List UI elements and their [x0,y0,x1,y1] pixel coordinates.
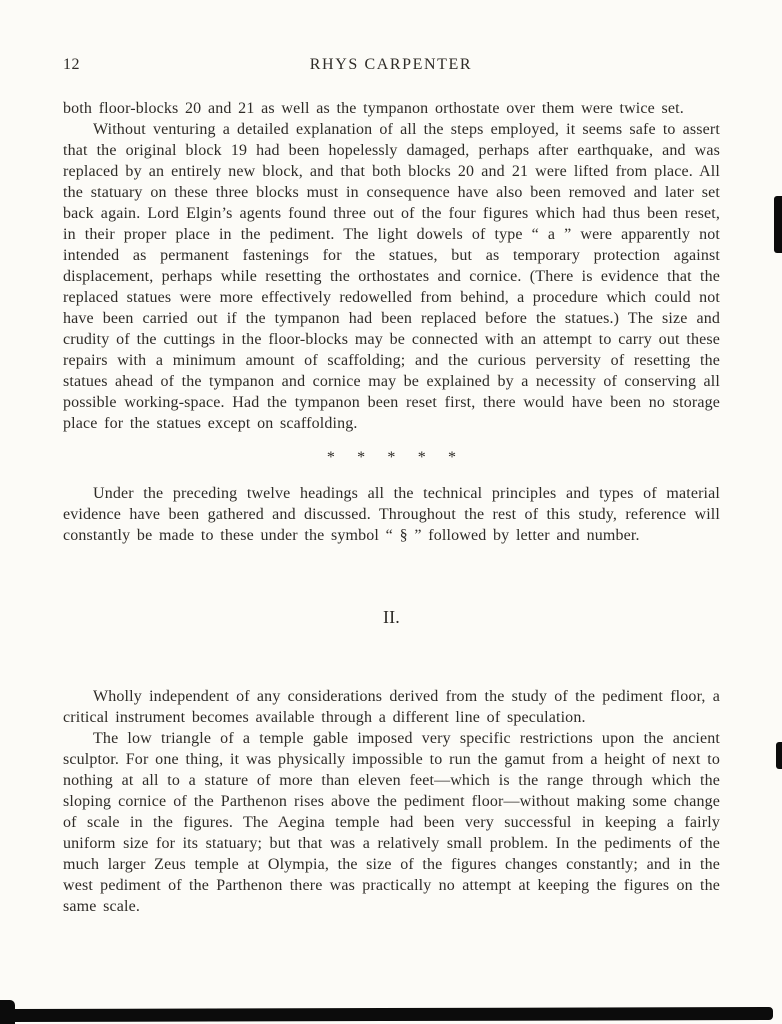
scan-artifact-right-mid [776,742,782,769]
paragraph-triangle: The low triangle of a temple gable imposed very specific restrictions upon the ancient sculptor. For one thing, it was physically impossible to run the gamut from a height of next to nothing at all to a stature of more than eleven feet—which is the range through which the sloping cornice of the Parthenon rises above the pediment floor—without making some change of scale in the figures. The Aegina temple had been very successful in keeping a fairly uniform size for its statuary; but that was a relatively small problem. In the pediments of the much larger Zeus temple at Olympia, the size of the figures changes constantly; and in the west pediment of the Parthenon there was practically no attempt at keeping the figures on the same scale. [63,730,720,915]
scan-artifact-bottom [9,1007,773,1022]
paragraph-continuation: both floor-blocks 20 and 21 as well as the tympanon orthostate over them were twice set. [63,100,684,117]
scan-artifact-bottom-left [0,1000,15,1024]
running-header [63,56,719,74]
page-number: 12 [63,56,80,73]
paragraph-independent: Wholly independent of any considerations derived from the study of the pediment floor, a critical instrument becomes available through a different line of speculation. [63,688,720,726]
paragraph-headings-summary: Under the preceding twelve headings all the technical principles and types of material evidence have been gathered and discussed. Throughout the rest of this study, reference will constantly be made to these under the symbol “ § ” followed by letter and number. [63,485,720,544]
asterisk-separator: * * * * * [326,449,457,466]
body-text [63,98,720,917]
running-head-title: RHYS CARPENTER [309,56,473,73]
scan-artifact-right-top [774,196,782,253]
paragraph-explanation: Without venturing a detailed explanation of all the steps employed, it seems safe to assert that the original block 19 had been hopelessly damaged, perhaps after earthquake, and was replaced by an entirely new block, and that both blocks 20 and 21 were lifted from place. All the statuary on these three blocks must in consequence have also been removed and later set back again. Lord Elgin’s agents found three out of the four figures which had thus been reset, in their proper place in the pediment. The light dowels of type “ a ” were apparently not intended as permanent fastenings for the statues, but as temporary protection against displacement, perhaps while resetting the orthostates and cornice. (There is evidence that the replaced statues were more effectively redowelled from behind, a procedure which could not have been carried out if the tympanon had been replaced before the statues.) The size and crudity of the cuttings in the floor-blocks may be connected with an attempt to carry out these repairs with a minimum amount of scaffolding; and the curious perversity of resetting the statues ahead of the tympanon and cornice may be explained by a necessity of conserving all possible working-space. Had the tympanon been reset first, there would have been no storage place for the statues except on scaffolding. [63,121,720,432]
section-heading: II. [383,607,400,627]
